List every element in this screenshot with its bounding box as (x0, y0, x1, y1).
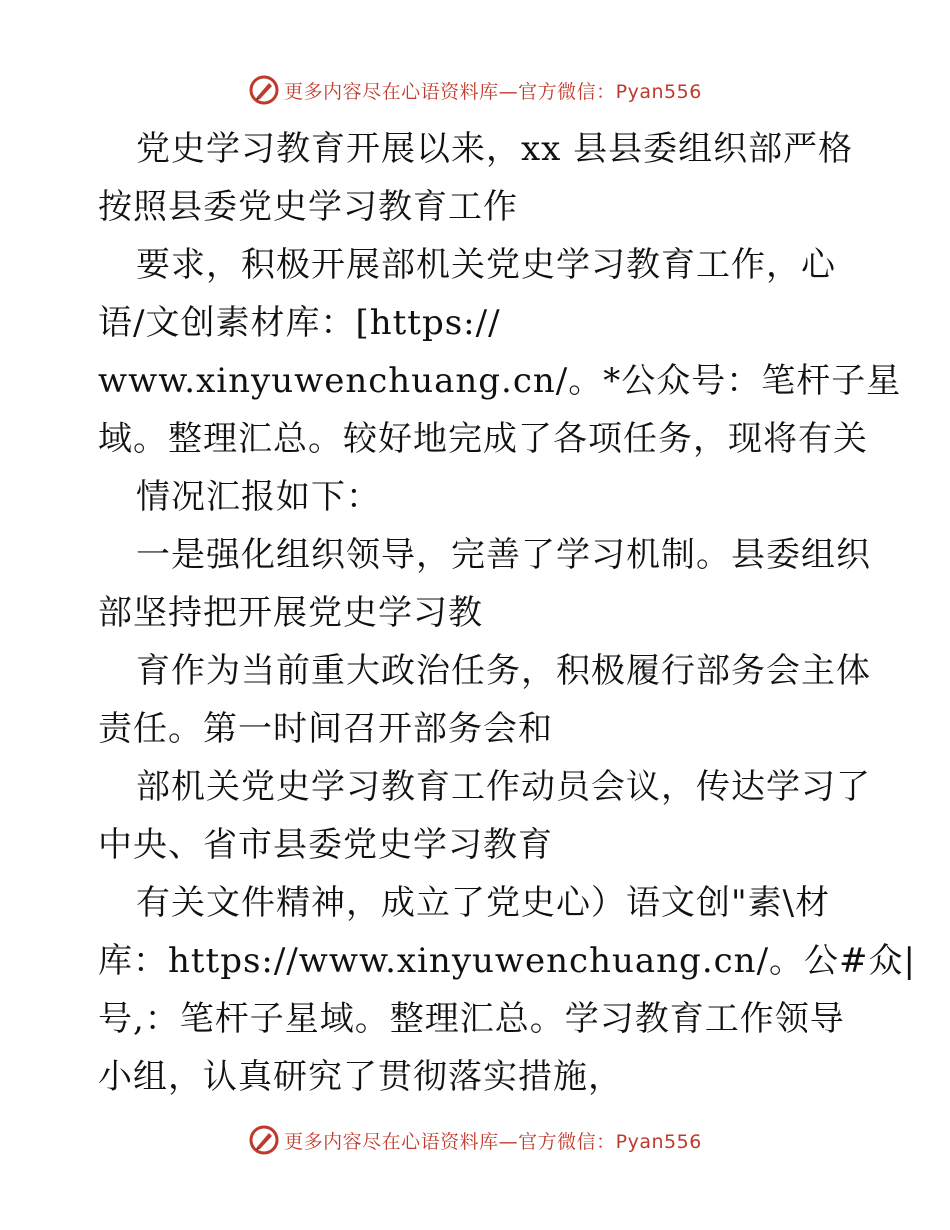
text-line: 小组，认真研究了贯彻落实措施， (98, 1057, 623, 1097)
text-line: 语/文创素材库：[https:// (98, 303, 501, 343)
header-watermark (0, 70, 950, 110)
text-line: 部坚持把开展党史学习教 (98, 593, 483, 633)
text-line: 域。整理汇总。较好地完成了各项任务，现将有关 (98, 419, 868, 459)
footer-watermark (0, 1120, 950, 1160)
text-line: 库：https://www.xinyuwenchuang.cn/。公#众| (98, 941, 916, 981)
text-line: 要求，积极开展部机关党史学习教育工作，心 (136, 245, 836, 285)
text-line: 情况汇报如下： (136, 477, 381, 517)
text-line: 一是强化组织领导，完善了学习机制。县委组织 (136, 535, 871, 575)
text-line: www.xinyuwenchuang.cn/。*公众号：笔杆子星 (98, 361, 902, 401)
pen-logo-icon (248, 1124, 280, 1156)
text-line: 按照县委党史学习教育工作 (98, 187, 518, 227)
watermark-text: 更多内容尽在心语资料库—官方微信：Pyan556 (284, 80, 702, 103)
text-line: 中央、省市县委党史学习教育 (98, 825, 553, 865)
text-line: 部机关党史学习教育工作动员会议，传达学习了 (136, 767, 871, 807)
text-line: 育作为当前重大政治任务，积极履行部务会主体 (136, 651, 871, 691)
document-body (98, 120, 916, 1106)
text-line: 责任。第一时间召开部务会和 (98, 709, 553, 749)
watermark-text: 更多内容尽在心语资料库—官方微信：Pyan556 (284, 1130, 702, 1153)
text-line: 党史学习教育开展以来，xx 县县委组织部严格 (136, 129, 854, 169)
pen-logo-icon (248, 74, 280, 106)
text-line: 号,：笔杆子星域。整理汇总。学习教育工作领导 (98, 999, 845, 1039)
text-line: 有关文件精神，成立了党史心）语文创"素\材 (136, 883, 831, 923)
